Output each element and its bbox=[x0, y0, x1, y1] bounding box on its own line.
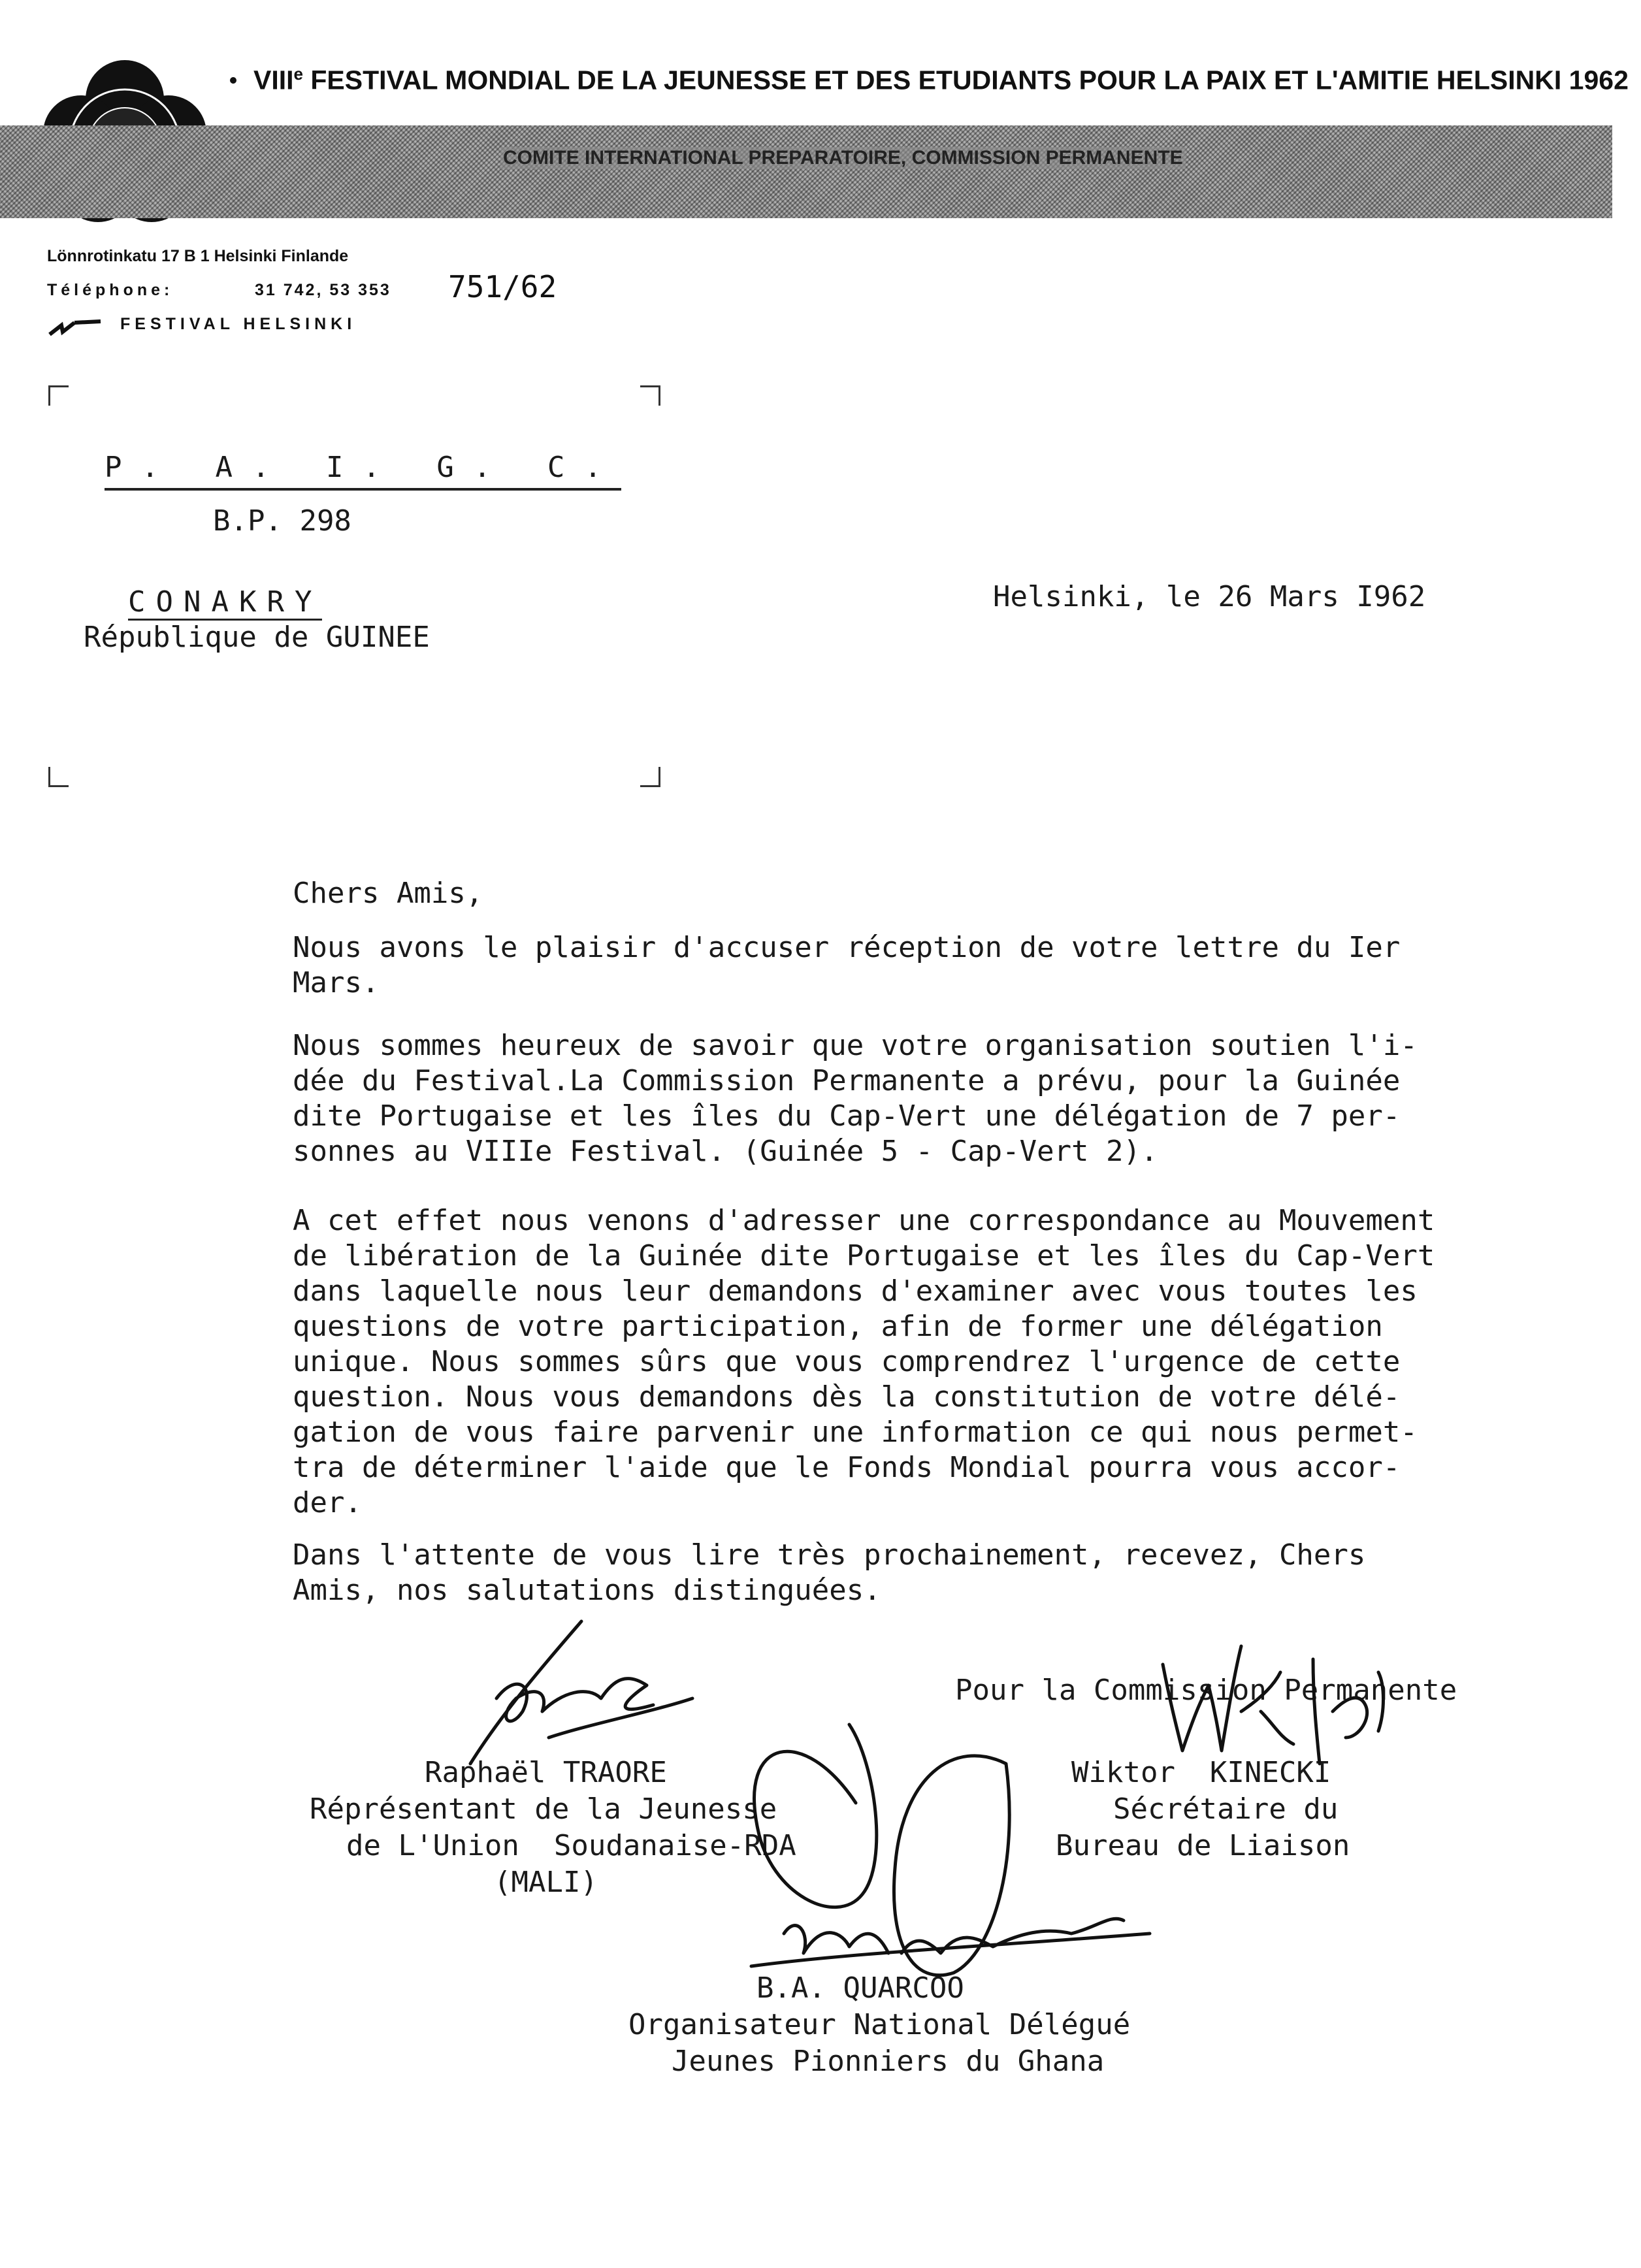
signatory-2-name: Wiktor KINECKI bbox=[1071, 1756, 1331, 1789]
signatory-1-role: de L'Union Soudanaise-RDA bbox=[346, 1829, 796, 1862]
body-paragraph: A cet effet nous venons d'adresser une correspondance au Mouvement de libération de la Guinée dite Portugaise et les îles du Cap-Vert dans laquelle nous leur demandons d'examiner avec vous toutes les questions de votre participation, afin de former une délégation unique. Nous sommes sûrs que vous comprendrez l'urgence de cette question. Nous vous demandons dès la constitution de votre délé- gation de vous faire parvenir une information ce qui nous permet- tra de déterminer l'aide que le Fonds Mondial pourra vous accor- der. bbox=[293, 1204, 1435, 1519]
signatory-2-role: Bureau de Liaison bbox=[1056, 1829, 1350, 1862]
body-paragraph: Nous sommes heureux de savoir que votre organisation soutien l'i- dée du Festival.La Commission Permanente a prévu, pour la Guinée dite Portugaise et les îles du Cap-Vert une délégation de 7 per- sonnes au VIIIe Festival. (Guinée 5 - Cap-Vert 2). bbox=[293, 1029, 1418, 1168]
sender-address: Lönnrotinkatu 17 B 1 Helsinki Finlande bbox=[47, 247, 349, 265]
committee-line: COMITE INTERNATIONAL PREPARATOIRE, COMMISSION PERMANENTE bbox=[500, 147, 1186, 169]
signature-traore bbox=[470, 1621, 692, 1764]
signatory-2-role: Sécrétaire du bbox=[1113, 1792, 1339, 1826]
signatory-3-role: Organisateur National Délégué bbox=[628, 2008, 1131, 2041]
window-corner-top-left bbox=[48, 385, 69, 406]
letter-date: Helsinki, le 26 Mars I962 bbox=[993, 580, 1426, 613]
signatory-1-role: Réprésentant de la Jeunesse bbox=[310, 1792, 777, 1826]
greeting: Chers Amis, bbox=[293, 877, 483, 910]
reference-number: 751/62 bbox=[448, 269, 557, 304]
closing-for-commission: Pour la Commission Permanente bbox=[955, 1674, 1457, 1707]
signatory-3-role: Jeunes Pionniers du Ghana bbox=[672, 2045, 1105, 2078]
recipient-box: B.P. 298 bbox=[213, 504, 351, 538]
recipient-city: CONAKRY bbox=[128, 585, 322, 621]
signatory-1-name: Raphaël TRAORE bbox=[425, 1756, 667, 1789]
window-corner-bottom-right bbox=[640, 767, 660, 787]
telegram-icon bbox=[48, 317, 107, 337]
recipient-name: P. A. I. G. C. bbox=[105, 451, 621, 491]
telegram-address: FESTIVAL HELSINKI bbox=[120, 315, 357, 333]
recipient-country: République de GUINEE bbox=[84, 621, 430, 654]
body-paragraph: Nous avons le plaisir d'accuser réception de votre lettre du Ier Mars. bbox=[293, 931, 1401, 999]
body-paragraph: Dans l'attente de vous lire très prochainement, recevez, Chers Amis, nos salutations distinguées. bbox=[293, 1538, 1366, 1607]
telephone-label: Téléphone: bbox=[47, 281, 174, 299]
title-bullet bbox=[230, 77, 236, 84]
header-band bbox=[0, 125, 1612, 218]
window-corner-bottom-left bbox=[48, 767, 69, 787]
festival-title: VIIIe FESTIVAL MONDIAL DE LA JEUNESSE ET DES ETUDIANTS POUR LA PAIX ET L'AMITIE HELSINKI 1962 bbox=[253, 64, 1629, 95]
signatory-3-name: B.A. QUARCOO bbox=[756, 1971, 964, 2005]
signatory-1-country: (MALI) bbox=[494, 1866, 598, 1899]
window-corner-top-right bbox=[640, 385, 660, 406]
telephone-numbers: 31 742, 53 353 bbox=[255, 281, 391, 299]
